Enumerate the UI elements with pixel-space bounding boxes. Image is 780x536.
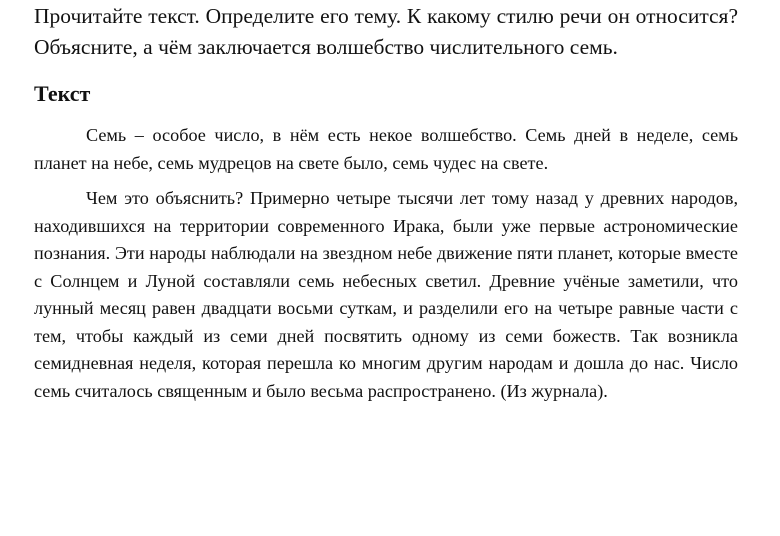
text-paragraph-1: Семь – особое число, в нём есть некое волшебство. Семь дней в неделе, семь планет на небе, семь мудрецов на свете было, семь чудес на свете. <box>34 125 738 173</box>
task-instructions: Прочитайте текст. Определите его тему. К какому стилю речи он относится? Объясните, а чём заключается волшебство числительного семь. <box>34 4 738 59</box>
text-heading: Текст <box>34 81 91 106</box>
document-page <box>34 0 738 405</box>
text-paragraph-2: Чем это объяснить? Примерно четыре тысячи лет тому назад у древних народов, находившихся на территории современного Ирака, были уже первые астрономические познания. Эти народы наблюдали на звездном небе движение пяти планет, которые вместе с Солнцем и Луной составляли семь небесных светил. Древние учёные заметили, что лунный месяц равен двадцати восьми суткам, и разделили его на четыре равные части с тем, чтобы каждый из семи дней посвятить одному из семи божеств. Так возникла семидневная неделя, которая перешла ко многим другим народам и дошла до нас. Число семь считалось священным и было весьма распространено. (Из журнала). <box>34 188 738 401</box>
